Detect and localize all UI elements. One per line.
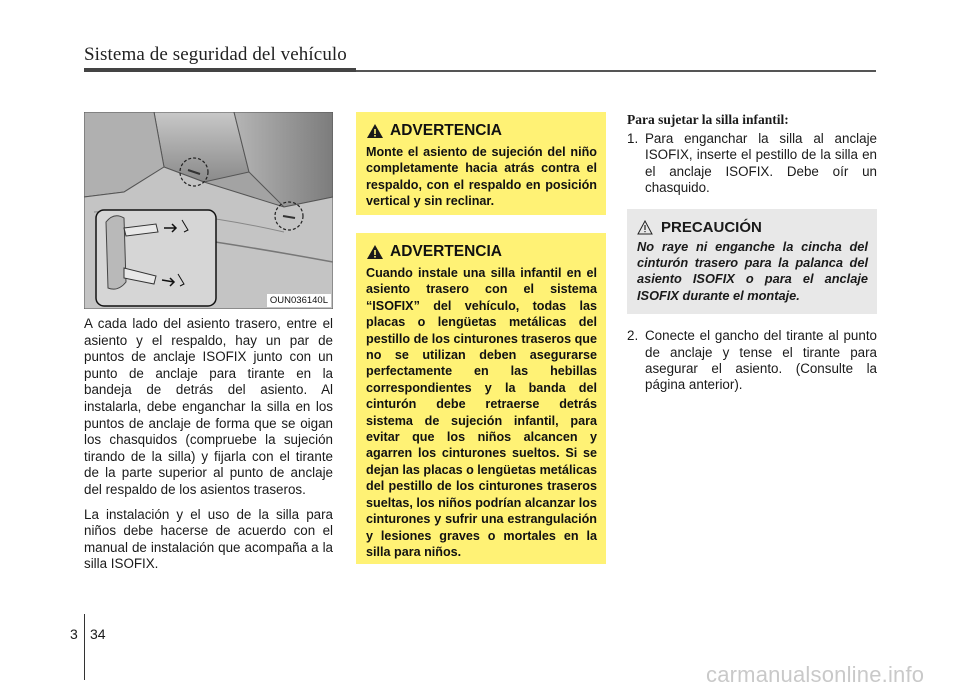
section-number: 3 (70, 626, 78, 642)
warning-triangle-icon (366, 244, 384, 260)
page-number: 34 (90, 626, 106, 642)
installation-paragraph: La instalación y el uso de la silla para niños debe hacerse de acuerdo con el manual de instalación que acompaña a la silla ISOFIX. (84, 506, 333, 572)
caution-text: No raye ni enganche la cincha del cinturón trasero para la palanca del asiento ISOFIX o para el anclaje ISOFIX durante el montaje. (637, 238, 868, 303)
warning-text: Monte el asiento de sujeción del niño completamente hacia atrás contra el respaldo, con el respaldo en posición vertical y sin reclinar. (366, 145, 597, 209)
right-column (627, 112, 877, 394)
warning-text: Cuando instale una silla infantil en el asiento trasero con el sistema “ISOFIX” del vehículo, todas las placas o lengüetas metálicas del pestillo de los cinturones traseros que no se utilizan deben asegurarse perfectamente en las hebillas correspondientes y la banda del cinturón debe retraerse detrás sistema de sujeción infantil, para evitar que los niños alcancen y agarren los cinturones sueltos. Si se dejan las placas o lengüetas metálicas del pestillo de los cinturones traseros sueltas, los niños podrían alcanzar los cinturones y sufrir una estrangulación y lesiones graves o mortales en la silla para niños. (366, 266, 597, 559)
page-header-title: Sistema de seguridad del vehículo (84, 44, 347, 65)
header-rule-thick (84, 68, 356, 72)
step-1 (627, 131, 877, 197)
warning-triangle-icon (366, 123, 384, 139)
step-text: Para enganchar la silla al anclaje ISOFIX, inserte el pestillo de la silla en el anclaje ISOFIX. Debe oír un chasquido. (645, 131, 877, 196)
section-subheading: Para sujetar la silla infantil: (627, 112, 789, 127)
caution-triangle-icon (637, 220, 653, 235)
caution-box (627, 209, 877, 315)
warning-box-isofix-belts (356, 233, 606, 564)
warning-title: ADVERTENCIA (390, 122, 502, 139)
left-column-text (84, 316, 333, 581)
figure-code: OUN036140L (267, 294, 331, 307)
warning-title: ADVERTENCIA (390, 243, 502, 260)
isofix-description-paragraph: A cada lado del asiento trasero, entre el asiento y el respaldo, hay un par de puntos de anclaje ISOFIX junto con un punto de anclaje para tirante en la bandeja de detrás del asiento. Al instalarla, debe enganchar la silla en los puntos de anclaje de forma que se oigan los chasquidos (compruebe la sujeción tirando de la silla) y fijarla con el tirante de la parte superior al punto de anclaje del respaldo de los asientos traseros. (84, 316, 333, 497)
seat-drawing (84, 112, 333, 309)
header-rule-thin (356, 70, 876, 72)
watermark: carmanualsonline.info (706, 662, 925, 687)
isofix-seat-illustration (84, 112, 333, 309)
step-number: 2. (627, 328, 639, 344)
caution-title: PRECAUCIÓN (661, 218, 762, 236)
step-2 (627, 328, 877, 394)
step-number: 1. (627, 131, 639, 146)
step-text: Conecte el gancho del tirante al punto de anclaje y tense el tirante para asegurar el asiento. (Consulte la página anterior). (645, 328, 877, 393)
warning-box-recline (356, 112, 606, 215)
footer-divider (84, 614, 85, 680)
